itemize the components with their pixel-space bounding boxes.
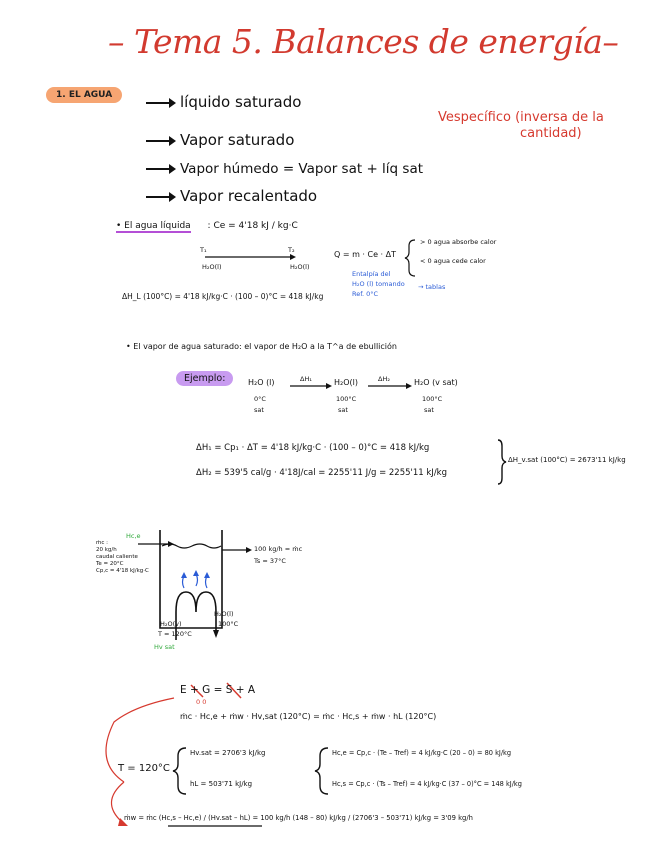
state-text: Vapor saturado <box>180 131 295 149</box>
balance-general: E + G = S + A <box>180 684 256 696</box>
t120-label: T = 120°C <box>158 630 192 638</box>
mc-line: Te = 20°C <box>96 561 124 567</box>
ejemplo-sat-1: sat <box>254 406 264 414</box>
t100-label: 100°C <box>218 620 239 628</box>
state-text: Vapor recalentado <box>180 187 318 205</box>
ejemplo-temp-2: 100°C <box>336 395 357 403</box>
state-text: líquido saturado <box>180 93 302 111</box>
blue-note-4: → tablas <box>418 283 446 291</box>
ce-value: : Ce = 4'18 kJ / kg·C <box>207 221 298 231</box>
h2o-v-label: H₂O(v) <box>160 620 182 628</box>
arrow-icon <box>146 102 174 104</box>
ejemplo-temp-3: 100°C <box>422 395 443 403</box>
vespecifico-line1: Vespecífico (inversa de la <box>438 110 604 125</box>
vespecifico-note <box>438 110 628 142</box>
steam-bubbles <box>181 570 210 588</box>
ejemplo-state-1: H₂O (l) <box>248 378 275 387</box>
mc-line: 20 kg/h <box>96 547 117 553</box>
mc-block <box>96 540 149 575</box>
state-vapor-humedo <box>146 161 423 177</box>
arrow-icon <box>146 168 174 170</box>
brace-q <box>405 240 415 276</box>
blue-note-1: Entalpía del <box>352 270 391 278</box>
q-negative: < 0 agua cede calor <box>420 257 486 265</box>
state-liquido <box>146 93 301 111</box>
blue-note-2: H₂O (l) tomando <box>352 280 405 288</box>
ejemplo-temp-1: 0°C <box>254 395 266 403</box>
arrow-icon <box>146 196 174 198</box>
final-mw: ṁw = ṁc (Hc,s – Hc,e) / (Hv.sat – hL) = 100 kg/h (148 – 80) kJ/kg / (2706'3 – 503'71) kJ/kg = 3'09 kg/h <box>124 814 473 822</box>
h2o-l-1: H₂O(l) <box>202 263 222 271</box>
final-hl: hL = 503'71 kJ/kg <box>190 780 253 788</box>
blue-note-3: Ref. 0°C <box>352 290 379 298</box>
mc-line: Cp,c = 4'18 kJ/kg·C <box>96 568 149 574</box>
delta-h-total: ΔH_v.sat (100°C) = 2673'11 kJ/kg <box>508 456 626 464</box>
brace-hc <box>315 748 328 794</box>
outlet-temp: Ts = 37°C <box>254 557 286 565</box>
final-hcs: Hc,s = Cp,c · (Ts – Tref) = 4 kJ/kg·C (37 – 0)°C = 148 kJ/kg <box>332 780 522 788</box>
arrow-icon <box>146 140 174 142</box>
ejemplo-dh1-label: ΔH₁ <box>300 375 312 383</box>
q-positive: > 0 agua absorbe calor <box>420 238 497 246</box>
vespecifico-line2: cantidad) <box>520 126 582 141</box>
outlet-flow: 100 kg/h = ṁc <box>254 545 303 553</box>
ejemplo-dh2-label: ΔH₂ <box>378 375 390 383</box>
balance-zeros: 0 0 <box>196 698 207 706</box>
mc-line: caudal caliente <box>96 554 138 560</box>
ejemplo-state-2: H₂O(l) <box>334 378 358 387</box>
delta-h1: ΔH₁ = Cp₁ · ΔT = 4'18 kJ/kg·C · (100 – 0)°C = 418 kJ/kg <box>196 443 430 453</box>
ejemplo-sat-3: sat <box>424 406 434 414</box>
delta-h2: ΔH₂ = 539'5 cal/g · 4'18J/cal = 2255'11 J/g = 2255'11 kJ/kg <box>196 468 447 478</box>
ejemplo-sat-2: sat <box>338 406 348 414</box>
q-equation: Q = m · Ce · ΔT <box>334 250 397 259</box>
final-temp: T = 120°C <box>118 763 170 774</box>
h2o-l-label: H₂O(l) <box>214 610 234 618</box>
t2-label: T₂ <box>288 246 295 254</box>
section-tag: 1. EL AGUA <box>46 87 122 103</box>
state-vapor-sat <box>146 131 294 149</box>
final-hce: Hc,e = Cp,c · (Te – Tref) = 4 kJ/kg·C (20 – 0) = 80 kJ/kg <box>332 749 512 757</box>
final-hv-sat: Hv.sat = 2706'3 kJ/kg <box>190 749 266 757</box>
agua-liquida-line <box>116 221 298 231</box>
hce-label: Hc,e <box>126 532 141 540</box>
hv-sat-label: Hv sat <box>154 643 175 651</box>
state-vapor-recalentado <box>146 187 317 205</box>
balance-equation: ṁc · Hc,e + ṁw · Hv,sat (120°C) = ṁc · Hc,s + ṁw · hL (120°C) <box>180 712 437 721</box>
brace-dh <box>498 440 506 484</box>
brace-t120 <box>173 748 186 794</box>
h2o-l-2: H₂O(l) <box>290 263 310 271</box>
page-title: – Tema 5. Balances de energía– <box>108 22 619 61</box>
ejemplo-state-3: H₂O (v sat) <box>414 378 458 387</box>
vapor-saturado-line: • El vapor de agua saturado: el vapor de H₂O a la T^a de ebullición <box>126 342 397 351</box>
t1-label: T₁ <box>200 246 207 254</box>
mc-line: ṁc : <box>96 540 108 546</box>
agua-liquida-label: • El agua líquida <box>116 221 191 231</box>
state-text: Vapor húmedo = Vapor sat + líq sat <box>180 161 424 177</box>
delta-hl: ΔH_L (100°C) = 4'18 kJ/kg·C · (100 – 0)°C = 418 kJ/kg <box>122 292 324 301</box>
ejemplo-tag: Ejemplo: <box>176 371 233 386</box>
